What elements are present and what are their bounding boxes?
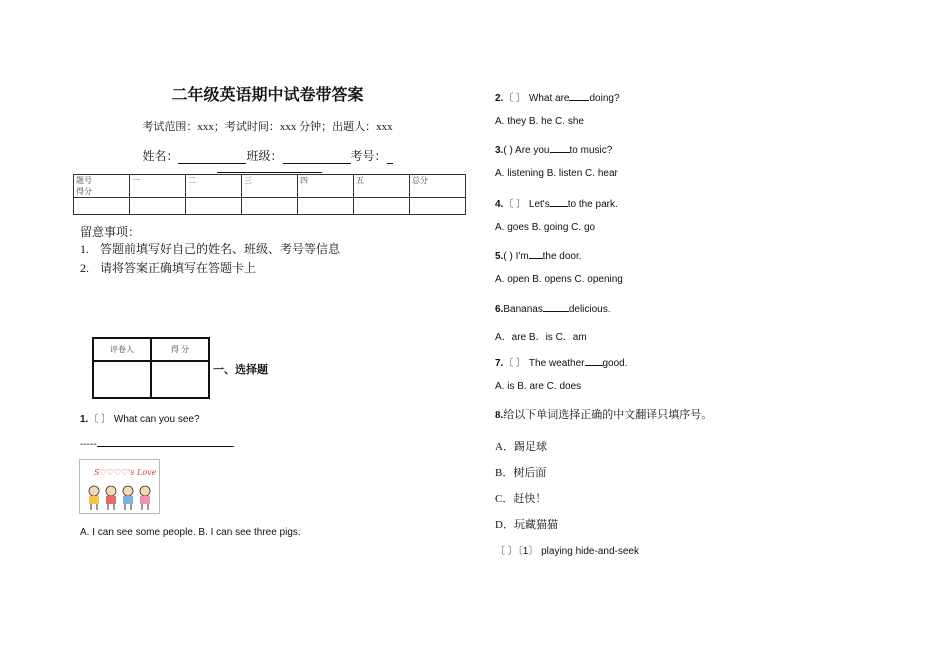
- children-picture: [79, 459, 160, 514]
- score-input-cell[interactable]: [410, 198, 466, 215]
- score-cell: 五: [354, 175, 410, 198]
- question-3: 3.( ) Are you to music?: [495, 142, 612, 156]
- picture-caption: S♡♡♡♡'s Love: [94, 468, 157, 477]
- score-input-cell[interactable]: [354, 198, 410, 215]
- q4-options: A. goes B. going C. go: [495, 222, 596, 233]
- q8-item: C．赶快！: [495, 493, 547, 505]
- score-input-cell[interactable]: [130, 198, 186, 215]
- q1-answer-blank[interactable]: [97, 436, 233, 447]
- exam-title: 二年级英语期中试卷带答案: [171, 87, 364, 104]
- score-input[interactable]: [151, 361, 209, 398]
- question-7: 7.〔 〕 The weather good.: [495, 354, 628, 369]
- q8-sub-question: 〔 〕〔1〕 playing hide-and-seek: [495, 546, 639, 557]
- q8-item: B．树后面: [495, 467, 547, 479]
- q1-options: A. I can see some people. B. I can see three pigs.: [80, 527, 301, 538]
- score-cell: 一: [130, 175, 186, 198]
- score-input-cell[interactable]: [298, 198, 354, 215]
- grader-table: [92, 337, 210, 399]
- exam-info: 考试范围：xxx；考试时间：xxx 分钟；出题人：xxx: [142, 121, 393, 133]
- child-figure-1: [89, 486, 99, 510]
- q1-answer-line: ----- .: [80, 436, 235, 450]
- score-cell: 四: [298, 175, 354, 198]
- q7-options: A. is B. are C. does: [495, 381, 582, 392]
- q6-blank[interactable]: [543, 301, 569, 312]
- score-cell: 总分: [410, 175, 466, 198]
- grader-input[interactable]: [93, 361, 151, 398]
- q6-options: A．are B．is C．am: [495, 332, 587, 343]
- class-label: 班级：: [246, 149, 283, 163]
- q7-blank[interactable]: [585, 355, 603, 366]
- question-6: 6.Bananas delicious.: [495, 301, 611, 315]
- score-table: [73, 174, 466, 215]
- q3-options: A. listening B. listen C. hear: [495, 168, 618, 179]
- name-blank[interactable]: [178, 150, 246, 164]
- name-label: 姓名：: [142, 149, 179, 163]
- q3-blank[interactable]: [550, 142, 570, 153]
- divider: [217, 172, 322, 173]
- q8-item: D．玩藏猫猫: [495, 519, 558, 531]
- score-header-row: [74, 175, 466, 198]
- child-figure-2: [106, 486, 116, 510]
- q2-options: A. they B. he C. she: [495, 116, 584, 127]
- note-item: 2. 请将答案正确填写在答题卡上: [80, 261, 257, 275]
- q4-blank[interactable]: [550, 196, 568, 207]
- question-4: 4.〔 〕 Let's to the park.: [495, 195, 618, 210]
- id-blank[interactable]: [387, 150, 393, 164]
- id-label: 考号：: [350, 149, 387, 163]
- score-row: [74, 198, 466, 215]
- score-input-cell[interactable]: [74, 198, 130, 215]
- child-figure-4: [140, 486, 150, 510]
- child-figure-3: [123, 486, 133, 510]
- grader-label: 评卷人: [93, 338, 151, 361]
- q5-options: A. open B. opens C. opening: [495, 274, 623, 285]
- question-8: 8.给以下单词选择正确的中文翻译只填序号。: [495, 409, 713, 421]
- q5-blank[interactable]: [529, 248, 543, 259]
- q8-item: A．踢足球: [495, 441, 547, 453]
- q2-blank[interactable]: [569, 90, 589, 101]
- score-cell: 三: [242, 175, 298, 198]
- question-1: 1.〔 〕 What can you see?: [80, 414, 200, 425]
- note-item: 1. 答题前填写好自己的姓名、班级、考号等信息: [80, 242, 341, 256]
- score-cell: 二: [186, 175, 242, 198]
- question-2: 2.〔 〕 What are doing?: [495, 89, 620, 104]
- notes-heading: 留意事项：: [80, 225, 141, 239]
- class-blank[interactable]: [283, 150, 351, 164]
- score-cell: 题号 得分: [74, 175, 130, 198]
- student-fields: [0, 147, 535, 164]
- section-title: 一、选择题: [213, 364, 268, 376]
- score-input-cell[interactable]: [242, 198, 298, 215]
- question-5: 5.( ) I'm the door.: [495, 248, 582, 262]
- score-label: 得 分: [151, 338, 209, 361]
- score-input-cell[interactable]: [186, 198, 242, 215]
